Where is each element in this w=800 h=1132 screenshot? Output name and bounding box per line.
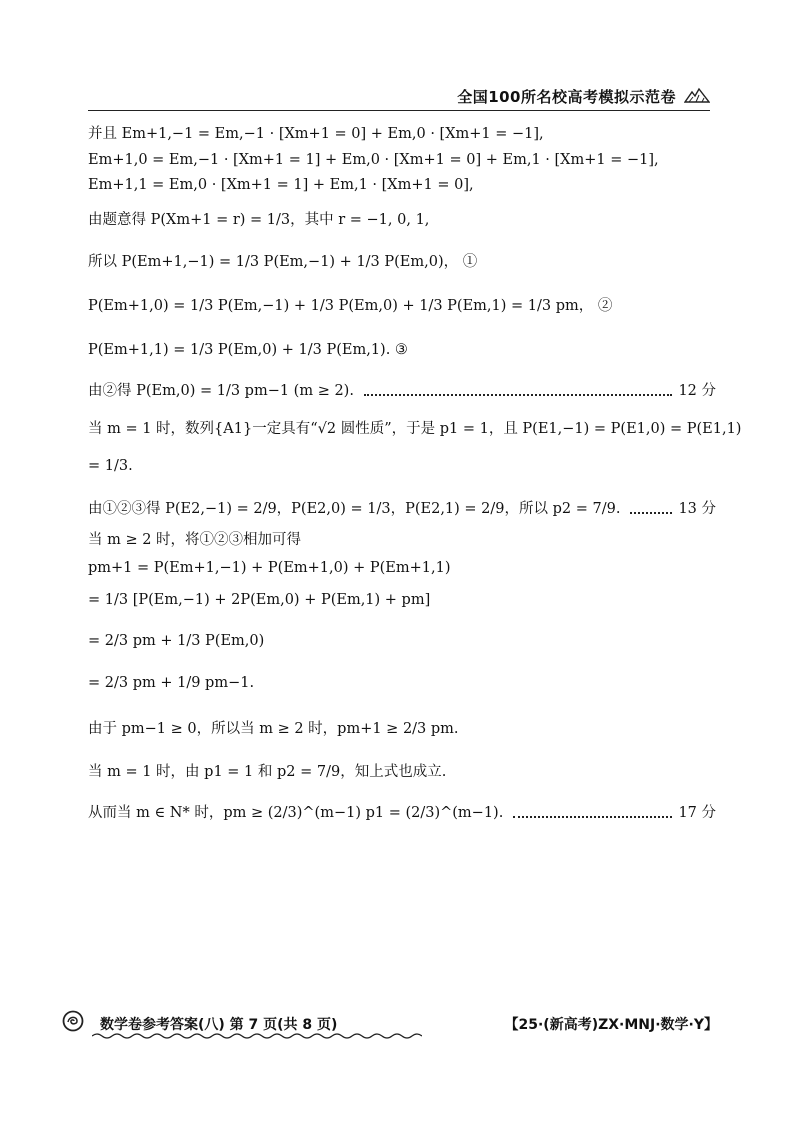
wavy-underline bbox=[92, 1032, 422, 1040]
solution-line: = 1/3. bbox=[88, 458, 133, 474]
footer-code: 【25·(新高考)ZX·MNJ·数学·Y】 bbox=[504, 1017, 718, 1033]
solution-line: 并且 Em+1,−1 = Em,−1 · [Xm+1 = 0] + Em,0 · [Xm+1 = −1], bbox=[88, 126, 544, 142]
solution-line: 由于 pm−1 ≥ 0，所以当 m ≥ 2 时，pm+1 ≥ 2/3 pm. bbox=[88, 721, 459, 737]
solution-line: 当 m ≥ 2 时，将①②③相加可得 bbox=[88, 532, 302, 548]
solution-line: 由题意得 P(Xm+1 = r) = 1/3，其中 r = −1, 0, 1, bbox=[88, 212, 430, 228]
score-label: 17 分 bbox=[678, 805, 716, 821]
solution-line: = 1/3 [P(Em,−1) + 2P(Em,0) + P(Em,1) + pm] bbox=[88, 592, 431, 608]
solution-line: Em+1,0 = Em,−1 · [Xm+1 = 1] + Em,0 · [Xm+1 = 0] + Em,1 · [Xm+1 = −1], bbox=[88, 152, 659, 168]
swirl-logo-icon bbox=[62, 1010, 84, 1032]
solution-line: 当 m = 1 时，由 p1 = 1 和 p2 = 7/9，知上式也成立. bbox=[88, 764, 447, 780]
page-header bbox=[88, 84, 710, 111]
scored-line bbox=[88, 803, 716, 823]
scored-line bbox=[88, 499, 716, 519]
scored-line bbox=[88, 381, 716, 401]
leader-dots bbox=[513, 808, 672, 818]
score-label: 13 分 bbox=[678, 501, 716, 517]
solution-line: 当 m = 1 时，数列{A1}一定具有“√2 圆性质”，于是 p1 = 1，且 P(E1,−1) = P(E1,0) = P(E1,1) bbox=[88, 421, 742, 437]
leader-dots bbox=[364, 386, 672, 396]
solution-line: = 2/3 pm + 1/3 P(Em,0) bbox=[88, 633, 265, 649]
page-footer bbox=[48, 1008, 728, 1038]
leader-dots bbox=[630, 504, 672, 514]
solution-line: P(Em+1,1) = 1/3 P(Em,0) + 1/3 P(Em,1). ③ bbox=[88, 342, 408, 358]
scored-line-text: 由①②③得 P(E2,−1) = 2/9，P(E2,0) = 1/3，P(E2,1) = 2/9，所以 p2 = 7/9. bbox=[88, 501, 621, 517]
scored-line-text: 从而当 m ∈ N* 时，pm ≥ (2/3)^(m−1) p1 = (2/3)^(m−1). bbox=[88, 805, 504, 821]
score-label: 12 分 bbox=[678, 383, 716, 399]
footer-page-info: 数学卷参考答案(八) 第 7 页(共 8 页) bbox=[100, 1017, 338, 1033]
scored-line-text: 由②得 P(Em,0) = 1/3 pm−1 (m ≥ 2). bbox=[88, 383, 354, 399]
mountain-logo-icon bbox=[684, 86, 710, 104]
header-title: 全国100所名校高考模拟示范卷 bbox=[457, 88, 676, 106]
solution-line: = 2/3 pm + 1/9 pm−1. bbox=[88, 675, 255, 691]
solution-line: Em+1,1 = Em,0 · [Xm+1 = 1] + Em,1 · [Xm+1 = 0], bbox=[88, 177, 474, 193]
solution-line: pm+1 = P(Em+1,−1) + P(Em+1,0) + P(Em+1,1) bbox=[88, 560, 451, 576]
solution-line: P(Em+1,0) = 1/3 P(Em,−1) + 1/3 P(Em,0) + 1/3 P(Em,1) = 1/3 pm， ② bbox=[88, 298, 613, 314]
solution-line: 所以 P(Em+1,−1) = 1/3 P(Em,−1) + 1/3 P(Em,0)， ① bbox=[88, 254, 478, 270]
